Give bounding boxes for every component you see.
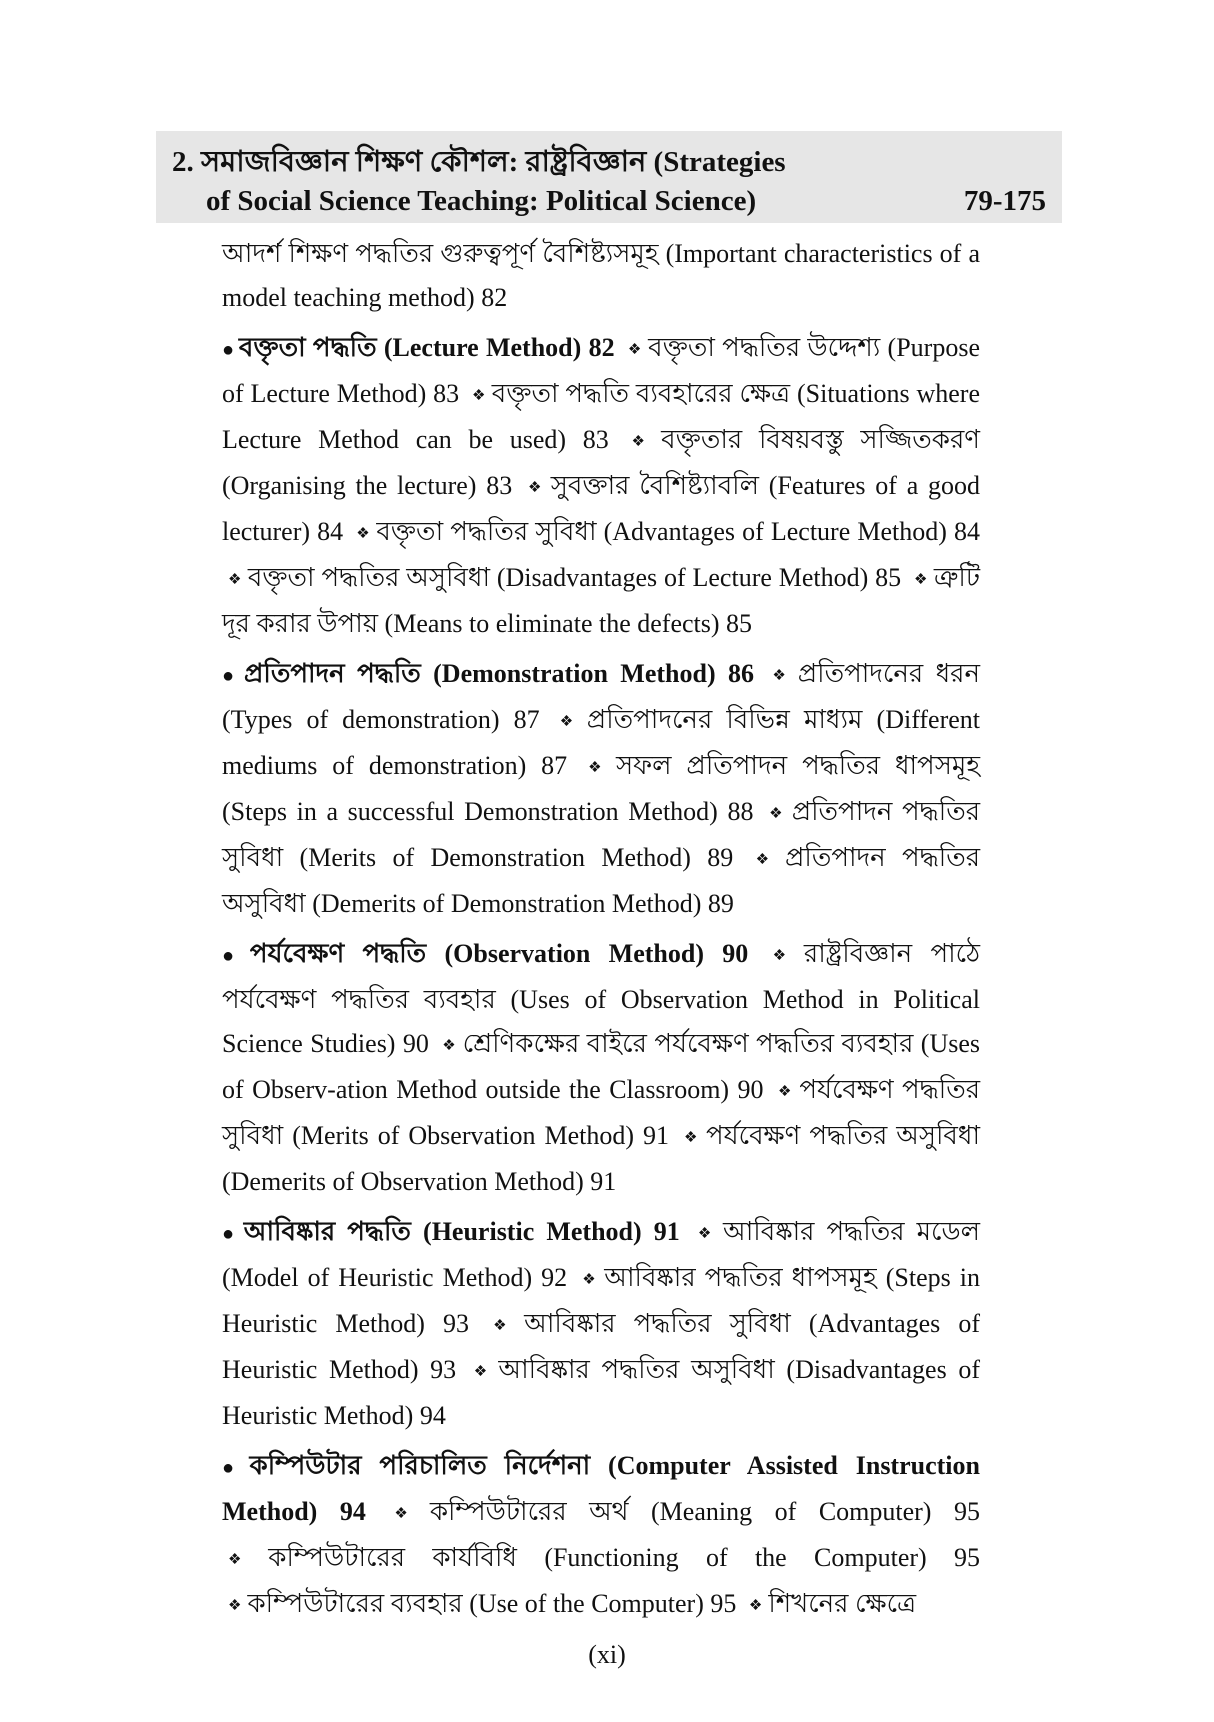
- diamond-separator-icon: ❖: [473, 1364, 493, 1380]
- bullet-icon: ●: [222, 1223, 240, 1245]
- section-item: বক্তৃতা পদ্ধতির অসুবিধা (Disadvantages of Lecture Method) 85: [247, 563, 902, 592]
- section-item: সফল প্রতিপাদন পদ্ধতির ধাপসমূহ (Steps in a successful Demonstration Method) 88: [222, 751, 980, 826]
- diamond-separator-icon: ❖: [777, 1084, 794, 1100]
- section-item: কম্পিউটারের কার্যবিধি (Functioning of the Computer) 95: [268, 1543, 980, 1572]
- section-item: আবিষ্কার পদ্ধতির মডেল (Model of Heuristic Method) 92: [222, 1217, 981, 1292]
- section-item: প্রতিপাদনের বিভিন্ন মাধ্যম (Different mediums of demonstration) 87: [222, 705, 981, 780]
- section-item: আবিষ্কার পদ্ধতির অসুবিধা (Disadvantages of Heuristic Method) 94: [222, 1355, 980, 1430]
- toc-sections: [222, 326, 980, 1628]
- section-item: কম্পিউটারের ব্যবহার (Use of the Computer) 95: [247, 1589, 737, 1618]
- diamond-separator-icon: ❖: [228, 1552, 263, 1568]
- diamond-separator-icon: ❖: [914, 572, 928, 588]
- section-item: বক্তৃতা পদ্ধতির উদ্দেশ্য (Purpose of Lecture Method) 83: [222, 333, 980, 408]
- section-heading: আবিষ্কার পদ্ধতি (Heuristic Method) 91: [243, 1217, 680, 1246]
- chapter-header: [156, 131, 1062, 223]
- bullet-icon: ●: [222, 665, 240, 687]
- section-item: বক্তৃতার বিষয়বস্তু সজ্জিতকরণ (Organising the lecture) 83: [222, 425, 981, 500]
- diamond-separator-icon: ❖: [394, 1506, 424, 1522]
- diamond-separator-icon: ❖: [627, 342, 643, 358]
- toc-content: [222, 232, 980, 1634]
- diamond-separator-icon: ❖: [356, 526, 371, 542]
- diamond-separator-icon: ❖: [442, 1038, 457, 1054]
- diamond-separator-icon: ❖: [582, 1272, 599, 1288]
- diamond-separator-icon: ❖: [471, 388, 486, 404]
- bullet-icon: ●: [222, 339, 235, 361]
- diamond-separator-icon: ❖: [772, 668, 792, 684]
- section-item: প্রতিপাদন পদ্ধতির সুবিধা (Merits of Demonstration Method) 89: [222, 797, 981, 872]
- page-number: (xi): [588, 1640, 626, 1669]
- diamond-separator-icon: ❖: [697, 1226, 717, 1242]
- section-heading: প্রতিপাদন পদ্ধতি (Demonstration Method) 86: [243, 659, 754, 688]
- toc-section: [222, 1444, 980, 1628]
- diamond-separator-icon: ❖: [493, 1318, 519, 1334]
- diamond-separator-icon: ❖: [527, 480, 545, 496]
- diamond-separator-icon: ❖: [559, 714, 581, 730]
- section-heading: পর্যবেক্ষণ পদ্ধতি (Observation Method) 90: [249, 939, 749, 968]
- diamond-separator-icon: ❖: [228, 572, 242, 588]
- section-item: প্রতিপাদন পদ্ধতির অসুবিধা (Demerits of Demonstration Method) 89: [222, 843, 981, 918]
- section-item: ত্রুটি দূর করার উপায় (Means to eliminate the defects) 85: [222, 563, 980, 638]
- section-item: বক্তৃতা পদ্ধতি ব্যবহারের ক্ষেত্র (Situations where Lecture Method can be used) 83: [222, 379, 981, 454]
- diamond-separator-icon: ❖: [769, 806, 786, 822]
- toc-section: [222, 1210, 980, 1438]
- section-heading: বক্তৃতা পদ্ধতি (Lecture Method) 82: [238, 333, 615, 362]
- chapter-page-range: 79-175: [963, 185, 1046, 217]
- diamond-separator-icon: ❖: [772, 948, 798, 964]
- section-item: প্রতিপাদনের ধরন (Types of demonstration) 87: [222, 659, 980, 734]
- chapter-title-line2: of Social Science Teaching: Political Science): [206, 185, 757, 217]
- section-heading: কম্পিউটার পরিচালিত নির্দেশনা (Computer Assisted Instruction Method) 94: [222, 1451, 980, 1526]
- section-item: কম্পিউটারের অর্থ (Meaning of Computer) 95: [429, 1497, 980, 1526]
- toc-section: [222, 652, 980, 926]
- section-item: আবিষ্কার পদ্ধতির ধাপসমূহ (Steps in Heuristic Method) 93: [222, 1263, 980, 1338]
- diamond-separator-icon: ❖: [684, 1130, 700, 1146]
- section-item: আবিষ্কার পদ্ধতির সুবিধা (Advantages of Heuristic Method) 93: [222, 1309, 981, 1384]
- section-item: রাষ্ট্রবিজ্ঞান পাঠে পর্যবেক্ষণ পদ্ধতির ব্যবহার (Uses of Observation Method in Political Science Studies) 90: [222, 939, 980, 1058]
- toc-section: [222, 932, 980, 1204]
- toc-section: [222, 326, 980, 646]
- section-item: পর্যবেক্ষণ পদ্ধতির সুবিধা (Merits of Observation Method) 91: [222, 1075, 981, 1150]
- diamond-separator-icon: ❖: [588, 760, 610, 776]
- bullet-icon: ●: [222, 945, 246, 967]
- chapter-title-line1: 2. সমাজবিজ্ঞান শিক্ষণ কৌশল: রাষ্ট্রবিজ্ঞান (Strategies: [172, 146, 786, 178]
- bullet-icon: ●: [222, 1457, 246, 1479]
- diamond-separator-icon: ❖: [228, 1598, 242, 1614]
- diamond-separator-icon: ❖: [755, 852, 779, 868]
- section-item: বক্তৃতা পদ্ধতির সুবিধা (Advantages of Lecture Method) 84: [376, 517, 980, 546]
- diamond-separator-icon: ❖: [631, 434, 656, 450]
- intro-entry: আদর্শ শিক্ষণ পদ্ধতির গুরুত্বপূর্ণ বৈশিষ্ট্যসমূহ (Important characteristics of a model teaching method) 82: [222, 239, 980, 312]
- diamond-separator-icon: ❖: [748, 1598, 763, 1614]
- section-item: পর্যবেক্ষণ পদ্ধতির অসুবিধা (Demerits of Observation Method) 91: [222, 1121, 981, 1196]
- section-item: শ্রেণিকক্ষের বাইরে পর্যবেক্ষণ পদ্ধতির ব্যবহার (Uses of Observ-ation Method outside the Classroom) 90: [222, 1029, 981, 1104]
- section-item: শিখনের ক্ষেত্রে: [768, 1589, 917, 1618]
- chapter-title-line2-row: [172, 182, 1046, 221]
- section-item: সুবক্তার বৈশিষ্ট্যাবলি (Features of a good lecturer) 84: [222, 471, 981, 546]
